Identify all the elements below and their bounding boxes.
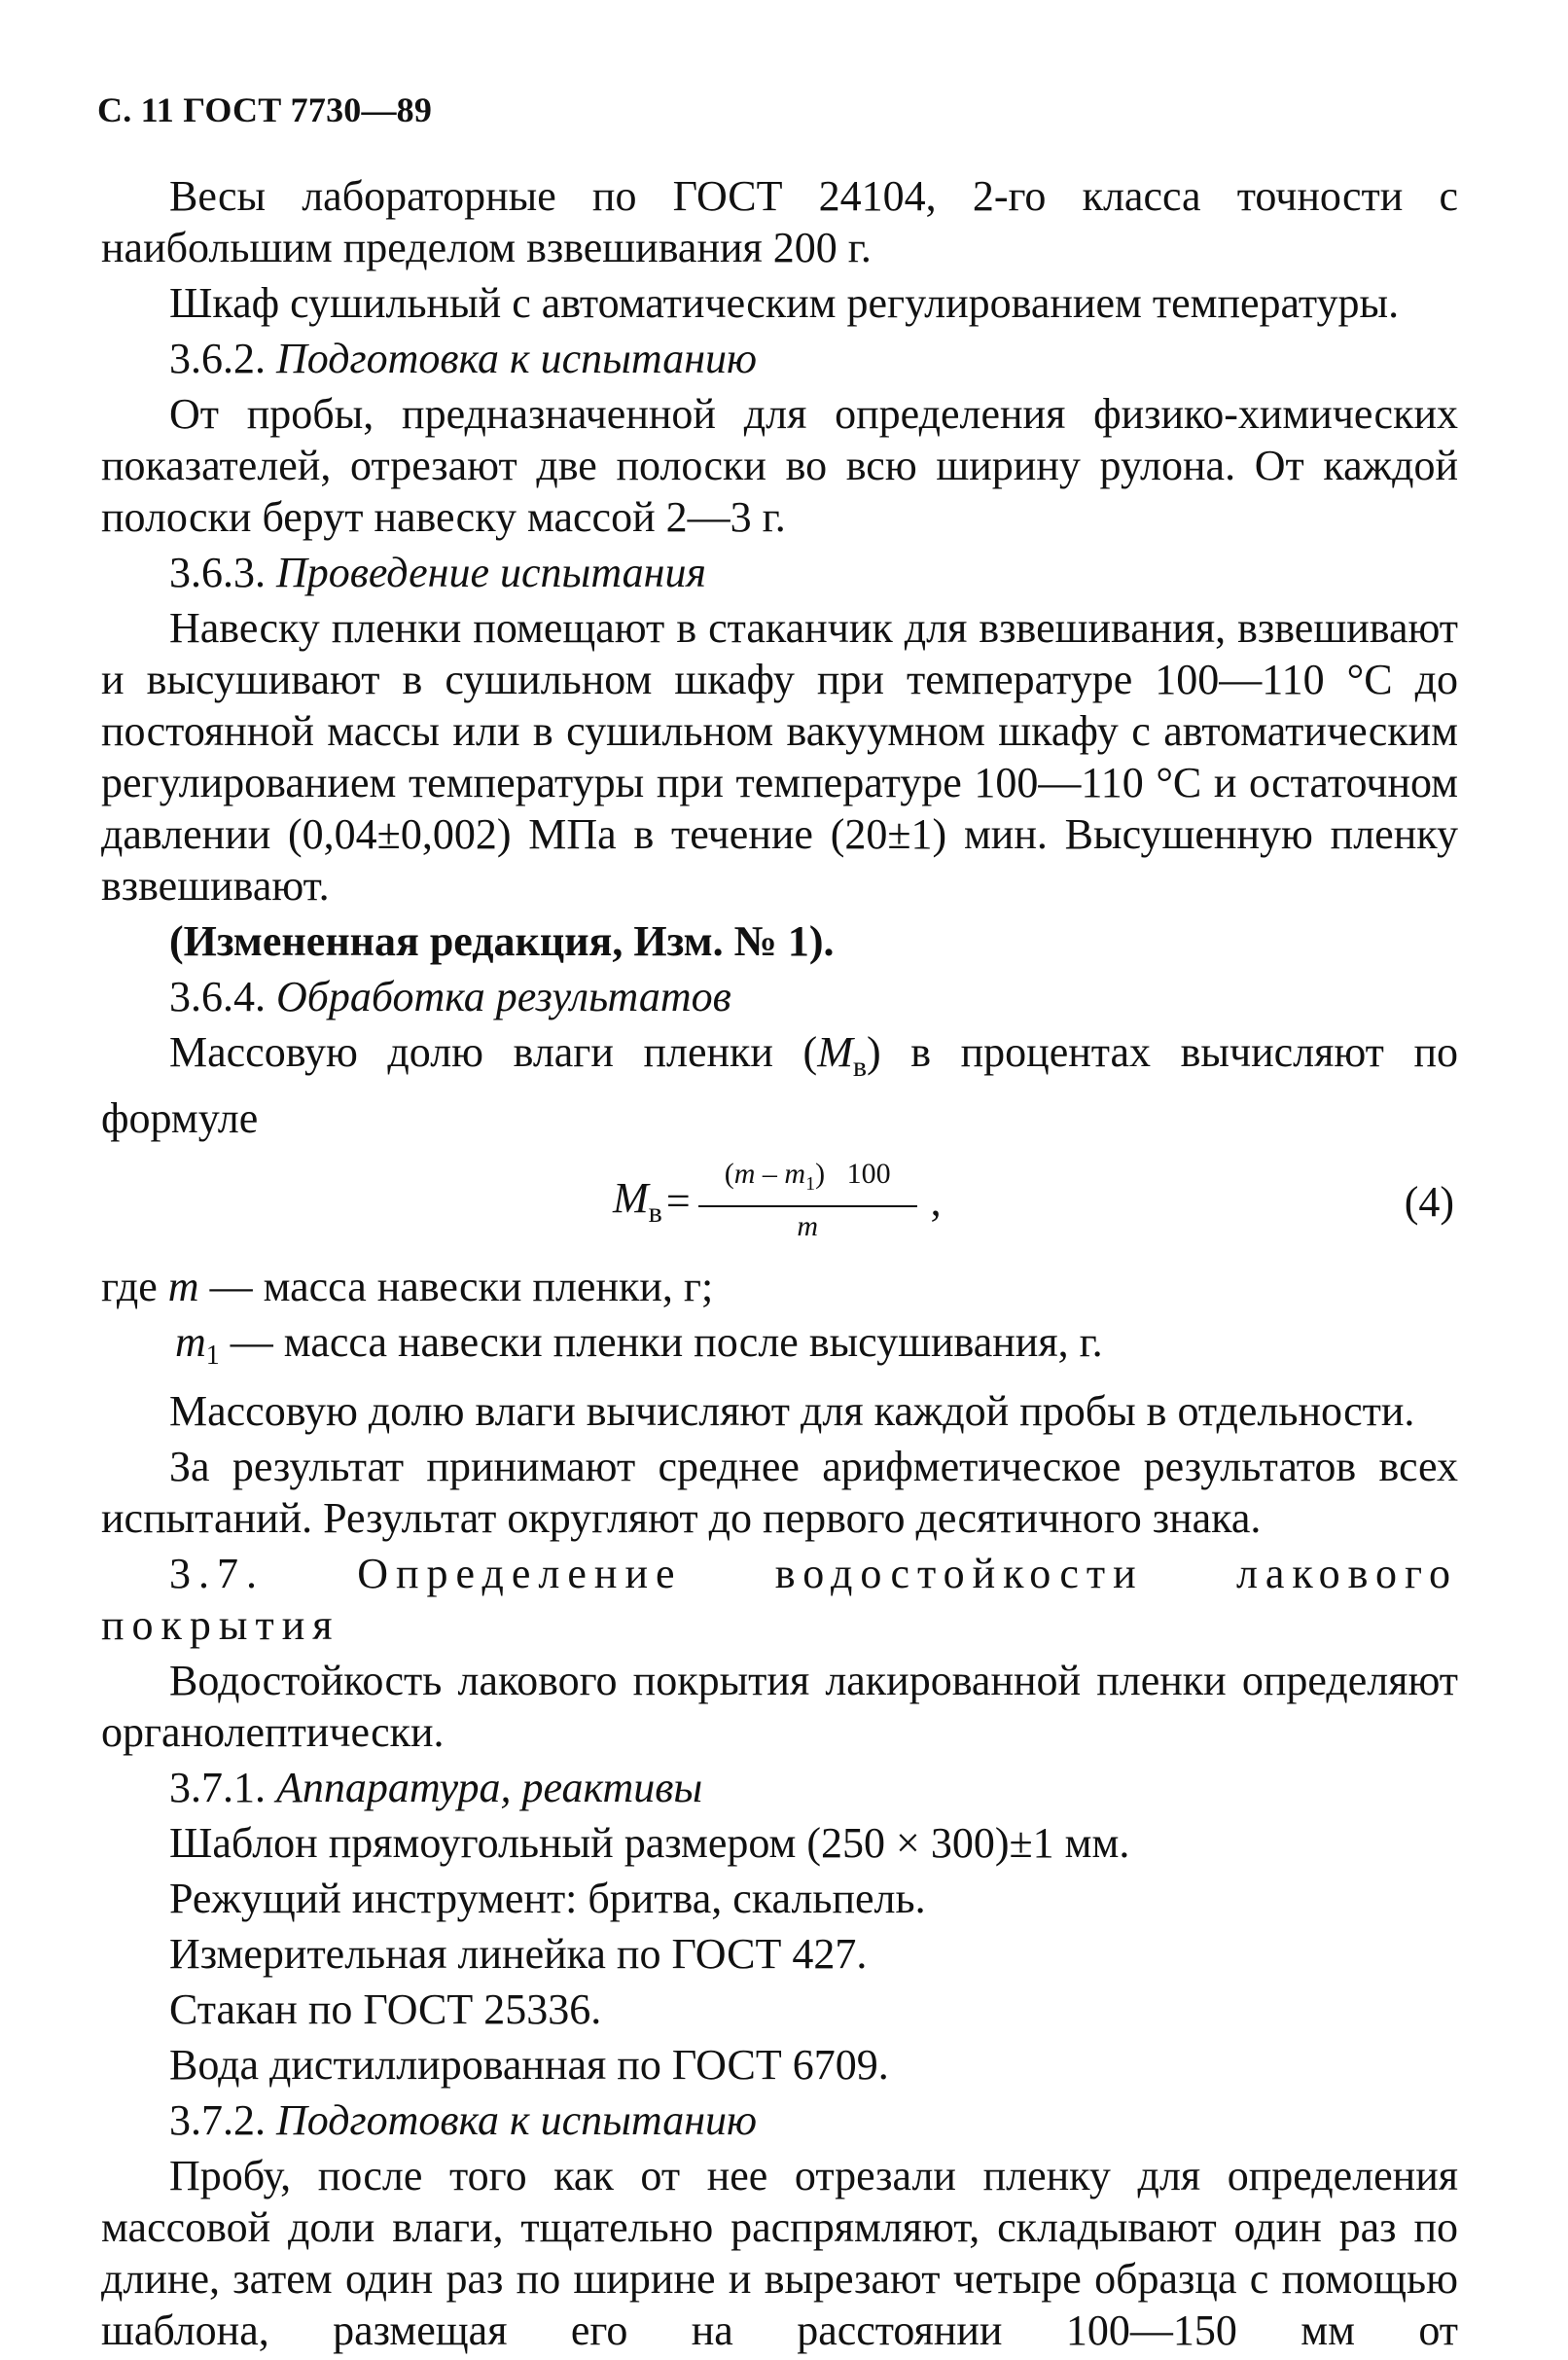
formula-number: (4) xyxy=(1404,1177,1454,1226)
formula-lhs xyxy=(613,1173,662,1230)
paragraph-water-resistance: Водостойкость лакового покрытия лакированной пленки определяют органолептически. xyxy=(101,1656,1458,1756)
section-3-6-4-heading xyxy=(101,971,1458,1022)
section-title: Обработка результатов xyxy=(276,973,731,1020)
paren-close: ) xyxy=(815,1157,826,1190)
formula xyxy=(613,1148,942,1255)
section-number: 3.7.2. xyxy=(169,2095,266,2144)
section-3-7-2-heading xyxy=(101,2094,1458,2146)
paragraph-cutting-tool: Режущий инструмент: бритва, скальпель. xyxy=(169,1874,926,1922)
minus-sign: – xyxy=(755,1157,785,1190)
section-number: 3.6.2. xyxy=(169,335,266,382)
definition-symbol: m xyxy=(167,1262,199,1310)
paragraph-moisture-intro xyxy=(101,1026,1458,1144)
text-fragment: ) в процентах вычисляют по формуле xyxy=(101,1028,1459,1142)
section-3-6-2-heading xyxy=(101,333,1458,384)
paragraph-amendment-note: (Измененная редакция, Изм. № 1). xyxy=(169,917,835,965)
paragraph-preparation: От пробы, предназначенной для определения физико-химических показателей, отрезают две полоски во всю ширину рулона. От каждой полоски берут навеску массой 2—3 г. xyxy=(101,390,1458,541)
numerator-m1-subscript: 1 xyxy=(805,1172,816,1195)
formula-row xyxy=(101,1148,1458,1255)
paragraph-distilled-water: Вода дистиллированная по ГОСТ 6709. xyxy=(169,2040,889,2089)
body-text xyxy=(101,170,1458,2360)
symbol-m: M xyxy=(817,1028,853,1076)
section-title: Подготовка к испытанию xyxy=(276,335,758,382)
section-3-7-1-heading xyxy=(101,1762,1458,1813)
where-definition-m1 xyxy=(101,1316,1458,1381)
section-number: 3.7.1. xyxy=(169,1763,266,1811)
formula-comma: , xyxy=(930,1177,942,1226)
section-number: 3.6.3. xyxy=(169,549,266,596)
formula-fraction xyxy=(698,1157,917,1246)
where-word: где xyxy=(101,1262,158,1310)
formula-lhs-symbol: M xyxy=(613,1173,649,1222)
section-3-7-heading: 3.7. Определение водостойкости лакового покрытия xyxy=(101,1549,1458,1649)
section-title: Проведение испытания xyxy=(276,549,706,596)
symbol-subscript: в xyxy=(852,1050,868,1083)
paragraph-template: Шаблон прямоугольный размером (250 × 300)±1 мм. xyxy=(169,1818,1130,1867)
formula-equals: = xyxy=(665,1177,691,1226)
section-title: Подготовка к испытанию xyxy=(276,2095,758,2144)
definition-text: — масса навески пленки, г; xyxy=(209,1262,714,1310)
numerator-factor: 100 xyxy=(846,1157,891,1190)
formula-lhs-subscript: в xyxy=(648,1196,662,1229)
paragraph-scales: Весы лабораторные по ГОСТ 24104, 2-го класса точности с наибольшим пределом взвешивания 200 г. xyxy=(101,172,1458,271)
where-definition-m xyxy=(101,1261,1458,1312)
paragraph-drying-cabinet: Шкаф сушильный с автоматическим регулированием температуры. xyxy=(169,279,1400,327)
numerator-m: m xyxy=(733,1157,756,1190)
paragraph-result: За результат принимают среднее арифметическое результатов всех испытаний. Результат округляют до первого десятичного знака. xyxy=(101,1442,1458,1542)
formula-numerator xyxy=(719,1157,897,1205)
paragraph-sample-preparation: Пробу, после того как от нее отрезали пленку для определения массовой доли влаги, тщательно распрямляют, складывают один раз по длине, затем один раз по ширине и вырезают четыре образца с помощью шаблона, размещая его на расстоянии 100—150 мм от xyxy=(101,2151,1458,2354)
text-fragment: Массовую долю влаги пленки ( xyxy=(169,1028,818,1076)
definition-subscript: 1 xyxy=(205,1340,220,1371)
paragraph-procedure: Навеску пленки помещают в стаканчик для взвешивания, взвешивают и высушивают в сушильном шкафу при температуре 100—110 °С до постоянной массы или в сушильном вакуумном шкафу с автоматическим регулированием температуры при температуре 100—110 °С и остаточном давлении (0,04±0,002) МПа в течение (20±1) мин. Высушенную пленку взвешивают. xyxy=(101,604,1458,910)
section-title: Аппаратура, реактивы xyxy=(276,1763,703,1811)
paragraph-ruler: Измерительная линейка по ГОСТ 427. xyxy=(169,1929,868,1978)
paragraph-glass: Стакан по ГОСТ 25336. xyxy=(169,1985,602,2033)
formula-denominator: m xyxy=(797,1209,818,1242)
paragraph-each-sample: Массовую долю влаги вычисляют для каждой пробы в отдельности. xyxy=(169,1386,1415,1435)
paren-open: ( xyxy=(724,1157,734,1190)
definition-text: — масса навески пленки после высушивания, г. xyxy=(230,1317,1103,1366)
definition-symbol: m xyxy=(175,1317,206,1366)
section-number: 3.6.4. xyxy=(169,973,266,1020)
page-header: С. 11 ГОСТ 7730—89 xyxy=(97,90,433,129)
numerator-m1: m xyxy=(784,1157,806,1190)
section-3-6-3-heading xyxy=(101,547,1458,598)
